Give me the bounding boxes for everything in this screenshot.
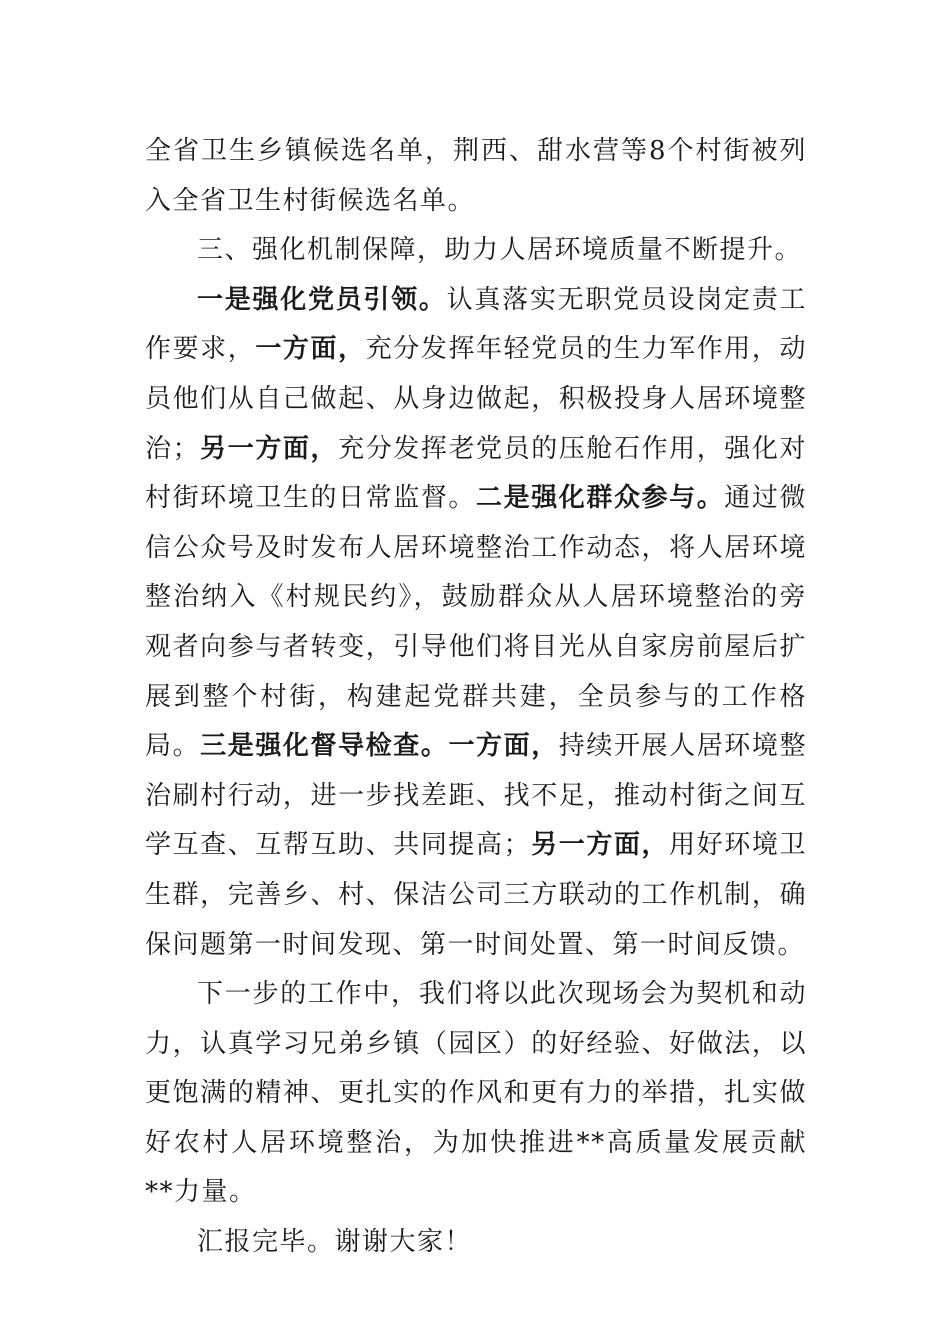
bold-lead-1: 一是强化党员引领。 — [197, 284, 447, 315]
bold-lead-3: 另一方面， — [200, 433, 339, 464]
bold-lead-5: 三是强化督导检查。 — [200, 731, 449, 762]
section-heading: 三、强化机制保障，助力人居环境质量不断提升。 — [197, 235, 803, 266]
bold-lead-4: 二是强化群众参与。 — [476, 483, 725, 514]
bold-lead-6: 一方面， — [448, 731, 559, 762]
body-text-3: 充分发挥老党员的压舱石作用，强化对村街环境卫生的日常监督。 — [145, 433, 807, 514]
paragraph-next-steps: 下一步的工作中，我们将以此次现场会为契机和动力，认真学习兄弟乡镇（园区）的好经验、好做法，以更饱满的精神、更扎实的作风和更有力的举措，扎实做好农村人居环境整治，为加快推进**高质量发展贡献**力量。 — [145, 979, 807, 1208]
document-body — [145, 127, 807, 1268]
body-text-4: 通过微信公众号及时发布人居环境整治工作动态，将人居环境整治纳入《村规民约》，鼓励群众从人居环境整治的旁观者向参与者转变，引导他们将目光从自家房前屋后扩展到整个村街，构建起党群共建，全员参与的工作格局。 — [145, 483, 807, 762]
bold-lead-2: 一方面， — [255, 334, 366, 365]
paragraph-closing: 汇报完毕。谢谢大家！ — [197, 1227, 473, 1258]
paragraph-measures — [145, 276, 807, 970]
body-text-1: 认真落实无职党员设岗定责工作要求， — [145, 284, 807, 365]
body-text-7: 用好环境卫生群，完善乡、村、保洁公司三方联动的工作机制，确保问题第一时间发现、第一时间处置、第一时间反馈。 — [145, 830, 807, 960]
body-text-6: 持续开展人居环境整治刷村行动，进一步找差距、找不足，推动村街之间互学互查、互帮互助、共同提高； — [145, 731, 807, 861]
bold-lead-7: 另一方面， — [531, 830, 670, 861]
body-text-2: 充分发挥年轻党员的生力军作用，动员他们从自己做起、从身边做起，积极投身人居环境整治； — [145, 334, 807, 464]
paragraph-continuation: 全省卫生乡镇候选名单，荆西、甜水营等8个村街被列入全省卫生村街候选名单。 — [145, 136, 807, 216]
